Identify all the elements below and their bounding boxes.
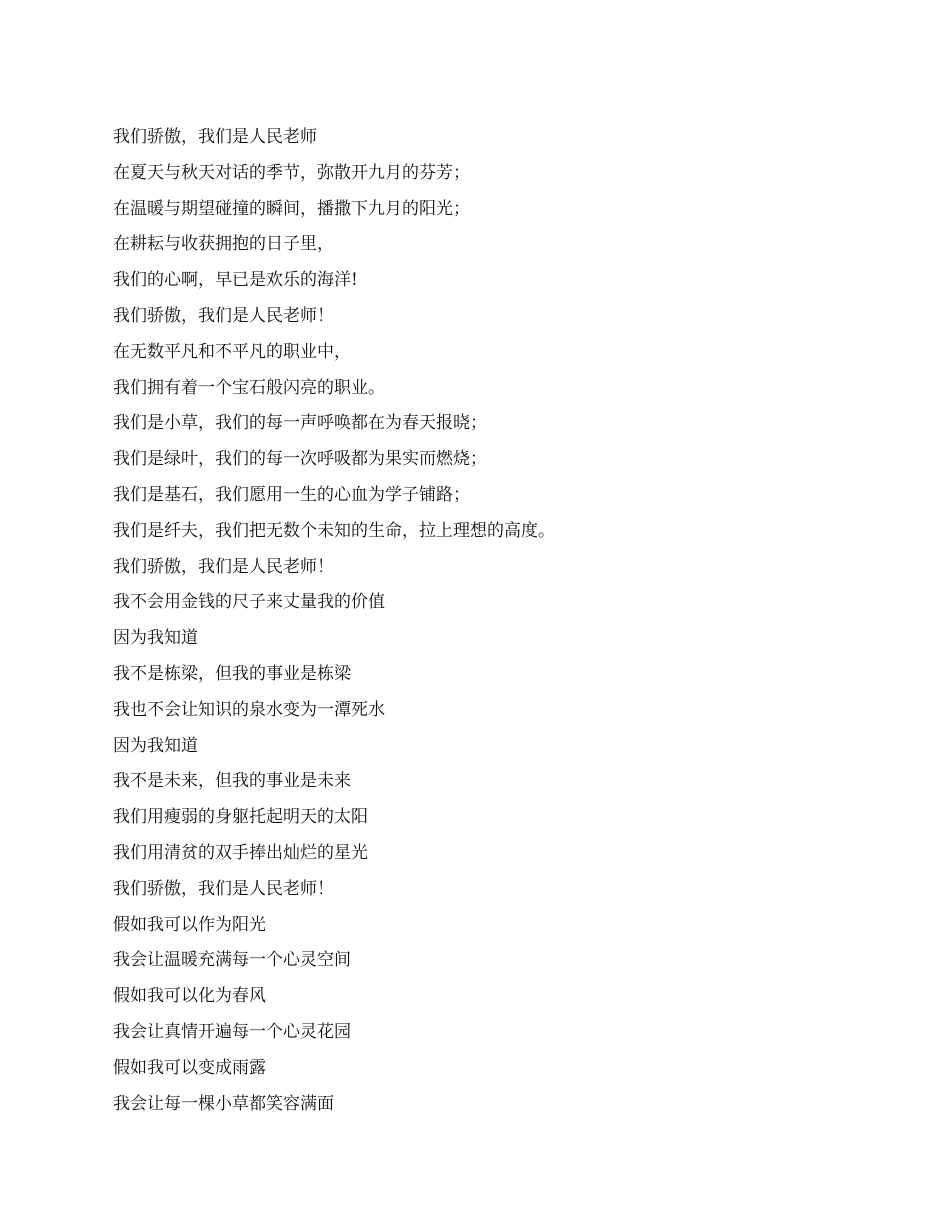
poem-line: 我们是小草，我们的每一声呼唤都在为春天报晓； bbox=[113, 413, 487, 434]
poem-line: 假如我可以化为春风 bbox=[113, 986, 266, 1007]
poem-line: 我们骄傲，我们是人民老师！ bbox=[113, 556, 334, 577]
poem-line: 我不是未来，但我的事业是未来 bbox=[113, 771, 351, 792]
poem-text bbox=[113, 124, 555, 1126]
poem-line: 我们拥有着一个宝石般闪亮的职业。 bbox=[113, 377, 385, 398]
poem-line: 在夏天与秋天对话的季节，弥散开九月的芬芳； bbox=[113, 162, 470, 183]
poem-line: 我们用清贫的双手捧出灿烂的星光 bbox=[113, 842, 368, 863]
poem-line: 我也不会让知识的泉水变为一潭死水 bbox=[113, 699, 385, 720]
poem-line: 在温暖与期望碰撞的瞬间，播撒下九月的阳光； bbox=[113, 198, 470, 219]
poem-line: 我们的心啊，早已是欢乐的海洋! bbox=[113, 270, 358, 291]
poem-line: 我不会用金钱的尺子来丈量我的价值 bbox=[113, 592, 385, 613]
poem-line: 我会让真情开遍每一个心灵花园 bbox=[113, 1021, 351, 1042]
poem-line: 我们骄傲，我们是人民老师 bbox=[113, 127, 317, 147]
poem-line: 我们骄傲，我们是人民老师！ bbox=[113, 878, 334, 899]
poem-line: 我们是绿叶，我们的每一次呼吸都为果实而燃烧； bbox=[113, 449, 487, 470]
poem-line: 因为我知道 bbox=[113, 735, 198, 756]
poem-line: 我会让温暖充满每一个心灵空间 bbox=[113, 950, 351, 971]
poem-line: 我们骄傲，我们是人民老师！ bbox=[113, 305, 334, 326]
poem-line: 在耕耘与收获拥抱的日子里， bbox=[113, 234, 334, 255]
poem-line: 假如我可以作为阳光 bbox=[113, 914, 266, 935]
poem-line: 我们用瘦弱的身躯托起明天的太阳 bbox=[113, 807, 368, 828]
poem-line: 我不是栋梁，但我的事业是栋梁 bbox=[113, 663, 351, 684]
poem-line: 我会让每一棵小草都笑容满面 bbox=[113, 1093, 334, 1114]
poem-line: 假如我可以变成雨露 bbox=[113, 1057, 266, 1078]
poem-line: 在无数平凡和不平凡的职业中， bbox=[113, 341, 351, 362]
poem-line: 因为我知道 bbox=[113, 628, 198, 649]
poem-line: 我们是纤夫，我们把无数个未知的生命，拉上理想的高度。 bbox=[113, 520, 555, 541]
poem-line: 我们是基石，我们愿用一生的心血为学子铺路； bbox=[113, 484, 470, 505]
